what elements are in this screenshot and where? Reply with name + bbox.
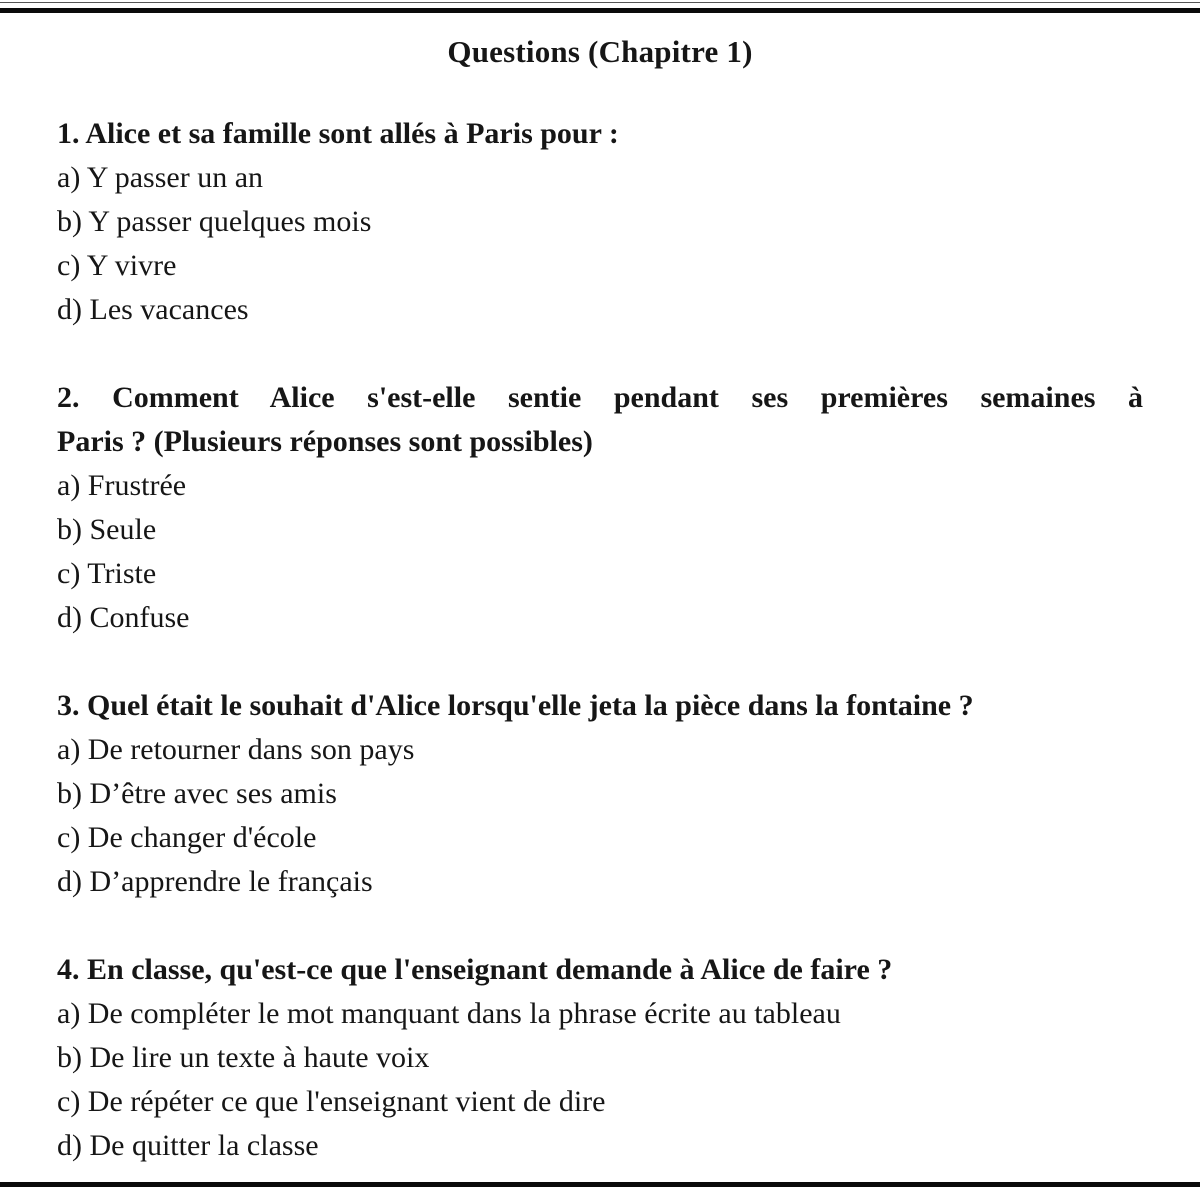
question-1-option-b: b) Y passer quelques mois <box>57 205 372 238</box>
question-2-heading-line-2: Paris ? (Plusieurs réponses sont possibles) <box>57 425 593 458</box>
question-2-option-b: b) Seule <box>57 513 157 546</box>
question-4-option-a: a) De compléter le mot manquant dans la phrase écrite au tableau <box>57 997 841 1030</box>
question-1-option-a: a) Y passer un an <box>57 161 264 194</box>
question-2-heading-line-1: 2. Comment Alice s'est-elle sentie pendant ses premières semaines à <box>57 381 1143 414</box>
question-block-4 <box>57 948 1143 1168</box>
question-4-option-b: b) De lire un texte à haute voix <box>57 1041 430 1074</box>
page-content <box>57 0 1143 1168</box>
question-3-option-c: c) De changer d'école <box>57 821 317 854</box>
question-3-option-b: b) D’être avec ses amis <box>57 777 337 810</box>
question-1-heading: 1. Alice et sa famille sont allés à Paris pour : <box>57 117 619 150</box>
question-2-option-d: d) Confuse <box>57 601 190 634</box>
question-2-option-c: c) Triste <box>57 557 157 590</box>
question-4-option-c: c) De répéter ce que l'enseignant vient de dire <box>57 1085 606 1118</box>
question-1-option-c: c) Y vivre <box>57 249 177 282</box>
question-4-heading: 4. En classe, qu'est-ce que l'enseignant demande à Alice de faire ? <box>57 953 893 986</box>
question-1-option-d: d) Les vacances <box>57 293 249 326</box>
page-title: Questions (Chapitre 1) <box>447 34 753 69</box>
question-block-1 <box>57 112 1143 332</box>
question-3-option-d: d) D’apprendre le français <box>57 865 373 898</box>
question-2-option-a: a) Frustrée <box>57 469 187 502</box>
question-3-option-a: a) De retourner dans son pays <box>57 733 415 766</box>
question-block-3 <box>57 684 1143 904</box>
question-block-2 <box>57 376 1143 640</box>
question-4-option-d: d) De quitter la classe <box>57 1129 319 1162</box>
bottom-rule <box>0 1182 1200 1187</box>
question-3-heading: 3. Quel était le souhait d'Alice lorsqu'elle jeta la pièce dans la fontaine ? <box>57 689 974 722</box>
